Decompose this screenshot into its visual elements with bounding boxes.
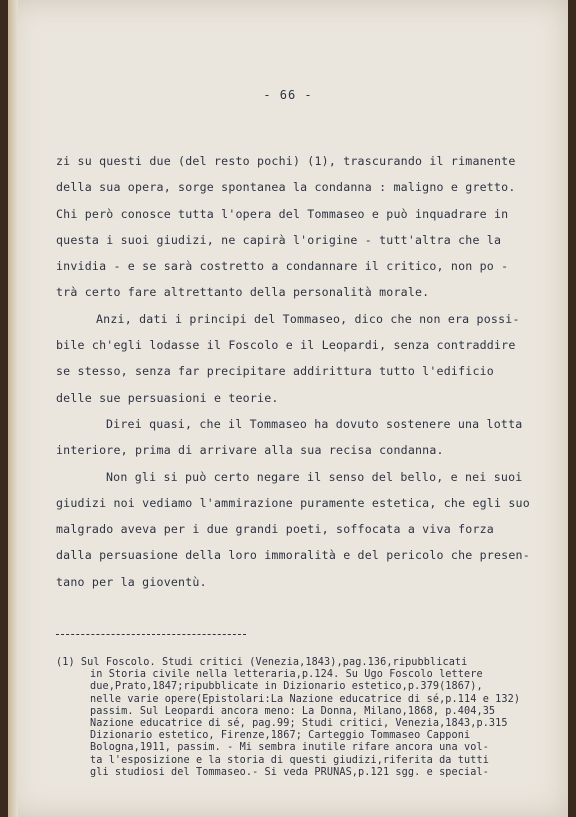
text-line: dalla persuasione della loro immoralità e del pericolo che presen- [56, 548, 530, 563]
text-line: malgrado aveva per i due grandi poeti, soffocata a viva forza [56, 522, 494, 537]
footnote-line: due,Prato,1847;ripubblicate in Dizionario estetico,p.379(1867), [90, 681, 483, 693]
footnote [56, 657, 526, 779]
text-line: giudizi noi vediamo l'ammirazione puramente estetica, che egli suo [56, 495, 530, 510]
main-text [56, 148, 530, 595]
text-line: se stesso, senza far precipitare addirittura tutto l'edificio [56, 364, 494, 379]
text-line: bile ch'egli lodasse il Foscolo e il Leopardi, senza contraddire [56, 338, 516, 353]
text-line: tano per la gioventù. [56, 574, 207, 589]
text-line: Non gli si può certo negare il senso del bello, e nei suoi [106, 469, 523, 484]
text-line: questa i suoi giudizi, ne capirà l'origine - tutt'altra che la [56, 232, 502, 247]
footnote-line: nelle varie opere(Epistolari:La Nazione educatrice di sé,p.114 e 132) [90, 693, 521, 705]
footnote-separator [56, 634, 246, 635]
footnote-line: in Storia civile nella letteraria,p.124. Su Ugo Foscolo lettere [90, 669, 483, 681]
page-number: - 66 - [263, 88, 313, 102]
text-line: delle sue persuasioni e teorie. [56, 390, 279, 405]
text-line: Anzi, dati i principi del Tommaseo, dico che non era possi- [96, 311, 520, 326]
text-line: interiore, prima di arrivare alla sua recisa condanna. [56, 443, 444, 458]
text-line: trà certo fare altrettanto della personalità morale. [56, 285, 430, 300]
page-binding-edge [8, 0, 18, 817]
footnote-line: (1) Sul Foscolo. Studi critici (Venezia,1843),pag.136,ripubblicati [56, 657, 468, 668]
text-line: invidia - e se sarà costretto a condannare il critico, non po - [56, 259, 509, 274]
footnote-line: passim. Sul Leopardi ancora meno: La Donna, Milano,1868, p.404,35 [90, 705, 496, 717]
document-page [8, 0, 568, 817]
text-line: della sua opera, sorge spontanea la condanna : maligno e gretto. [56, 180, 516, 195]
footnote-line: Nazione educatrice di sé, pag.99; Studi critici, Venezia,1843,p.315 [90, 717, 508, 729]
text-line: Chi però conosce tutta l'opera del Tommaseo e può inquadrare in [56, 206, 509, 221]
footnote-line: Dizionario estetico, Firenze,1867; Carteggio Tommaseo Capponi [90, 730, 471, 742]
text-line: zi su questi due (del resto pochi) (1), trascurando il rimanente [56, 154, 516, 168]
footnote-line: gli studiosi del Tommaseo.- Si veda PRUNAS,p.121 sgg. e special- [90, 766, 489, 778]
footnote-line: ta l'esposizione e la storia di questi giudizi,riferita da tutti [90, 754, 489, 766]
footnote-line: Bologna,1911, passim. - Mi sembra inutile rifare ancora una vol- [90, 742, 489, 754]
text-line: Direi quasi, che il Tommaseo ha dovuto sostenere una lotta [106, 416, 523, 431]
